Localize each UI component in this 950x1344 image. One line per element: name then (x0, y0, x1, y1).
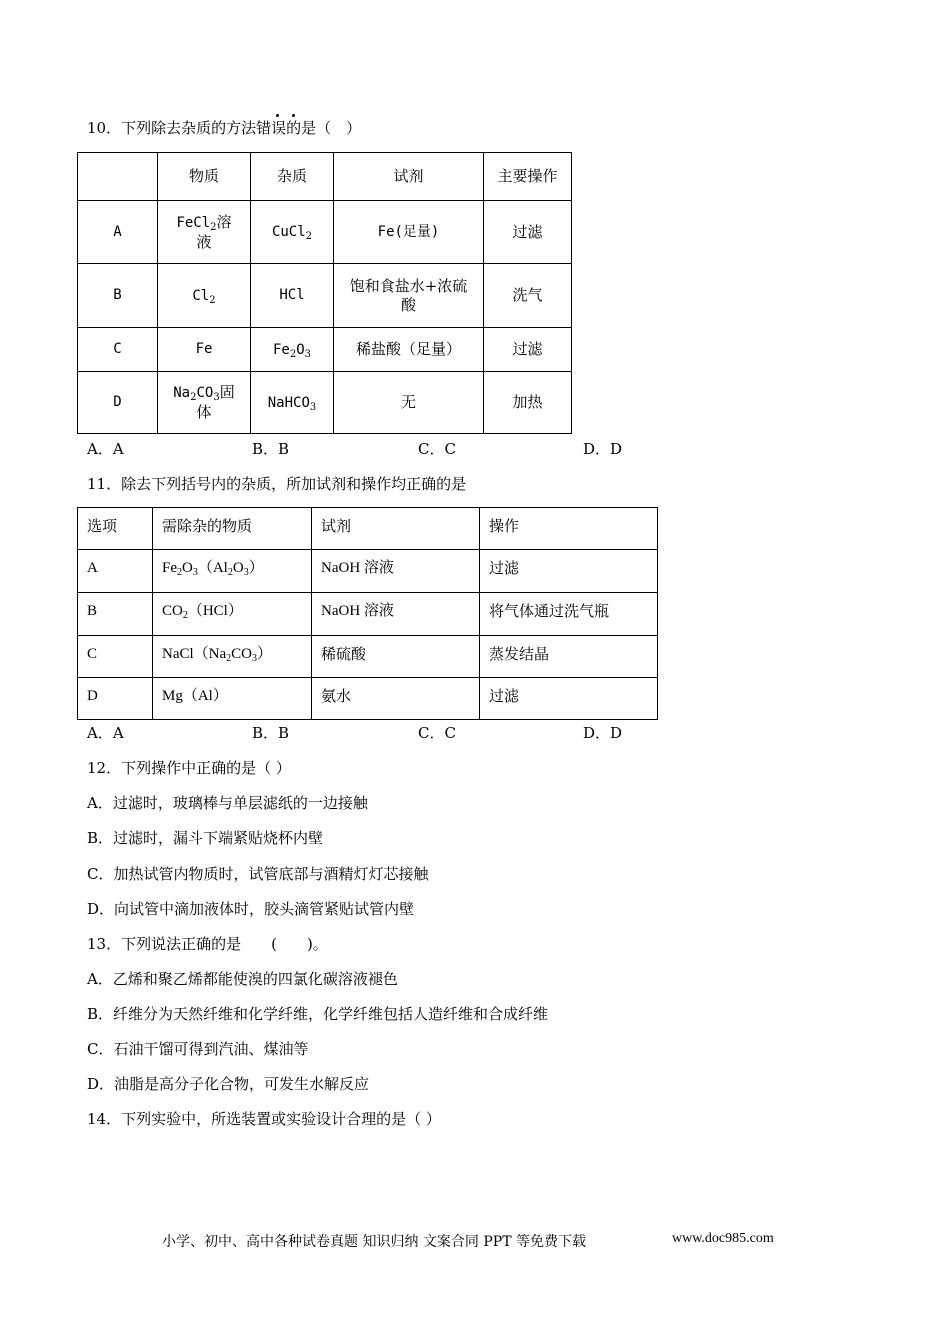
reagent-line: 酸 (400, 295, 416, 314)
operation-cell: 过滤 (484, 201, 572, 264)
reagent-cell: 氨水 (312, 678, 480, 720)
formula-part: O (232, 560, 244, 576)
q10-stem (87, 118, 361, 138)
subscript: 2 (226, 653, 232, 664)
formula-part: FeCl (176, 214, 211, 231)
emphasis-dot (276, 114, 279, 117)
subscript: 2 (210, 221, 217, 233)
table-row (78, 264, 572, 328)
option-b[interactable]: B．B (252, 724, 290, 742)
q12-option-d[interactable]: D．向试管中滴加液体时，胶头滴管紧贴试管内壁 (87, 900, 415, 918)
operation-cell: 过滤 (480, 678, 658, 720)
subscript: 2 (227, 567, 233, 578)
emphasis-dot (292, 114, 295, 117)
header-cell: 主要操作 (484, 153, 572, 201)
formula-part: 体 (196, 403, 212, 421)
reagent-cell: 无 (334, 372, 484, 434)
subscript: 2 (305, 231, 313, 242)
option-d[interactable]: D．D (583, 724, 623, 742)
header-cell: 试剂 (312, 508, 480, 550)
header-cell (78, 153, 158, 201)
formula-part: 固 (219, 383, 235, 401)
substance-cell (158, 264, 251, 328)
table-row (78, 678, 658, 720)
formula-part: （HCl） (187, 603, 243, 619)
reagent-cell: Fe(足量) (334, 201, 484, 264)
option-a[interactable]: A．A (87, 440, 124, 458)
q10-table (77, 152, 572, 434)
formula-part: O (296, 341, 305, 358)
q11-table (77, 507, 658, 720)
q13-option-d[interactable]: D．油脂是高分子化合物，可发生水解反应 (87, 1075, 370, 1093)
subscript: 3 (192, 567, 198, 578)
option-c[interactable]: C．C (418, 440, 456, 458)
table-row (78, 550, 658, 593)
subscript: 2 (177, 567, 182, 578)
formula-part: 液 (196, 232, 212, 251)
q10-stem-text: 10．下列除去杂质的方法 (87, 119, 257, 137)
subscript: 3 (309, 401, 317, 413)
header-cell: 物质 (158, 153, 251, 201)
substance-cell (153, 593, 312, 636)
formula-part: NaCl（Na (162, 646, 227, 662)
operation-cell: 过滤 (484, 328, 572, 372)
substance-cell (153, 550, 312, 593)
option-a[interactable]: A．A (87, 724, 124, 742)
operation-cell: 加热 (484, 372, 572, 434)
formula-part: Cl (192, 287, 210, 304)
footer-link[interactable]: www.doc985.com (672, 1231, 774, 1246)
formula-part: CO (231, 646, 252, 662)
operation-cell: 洗气 (484, 264, 572, 328)
q14-stem: 14．下列实验中，所选装置或实验设计合理的是（ ） (87, 1110, 441, 1128)
q12-option-b[interactable]: B．过滤时，漏斗下端紧贴烧杯内壁 (87, 829, 324, 847)
substance-cell (153, 636, 312, 678)
header-cell: 试剂 (334, 153, 484, 201)
table-header-row (78, 508, 658, 550)
q12-option-a[interactable]: A．过滤时，玻璃棒与单层滤纸的一边接触 (87, 794, 368, 812)
row-label: A (78, 201, 158, 264)
formula-part: NaHCO (267, 394, 310, 411)
reagent-cell: NaOH 溶液 (312, 550, 480, 593)
impurity-cell: HCl (251, 264, 334, 328)
table-row (78, 201, 572, 264)
formula-part: （Al (197, 560, 228, 576)
row-label: C (78, 328, 158, 372)
footer-text: 小学、初中、高中各种试卷真题 知识归纳 文案合同 PPT 等免费下载 (162, 1234, 586, 1250)
row-label: B (78, 593, 153, 636)
q10-stem-tail: 的是（ ） (286, 119, 362, 137)
reagent-line: 饱和食盐水+浓硫 (349, 276, 468, 295)
row-label: B (78, 264, 158, 328)
table-row (78, 593, 658, 636)
operation-cell: 将气体通过洗气瓶 (480, 593, 658, 636)
subscript: 3 (213, 392, 220, 403)
header-cell: 杂质 (251, 153, 334, 201)
table-row (78, 328, 572, 372)
reagent-cell: 稀硫酸 (312, 636, 480, 678)
header-cell: 需除杂的物质 (153, 508, 312, 550)
formula-part: CuCl (271, 224, 306, 240)
header-cell: 操作 (480, 508, 658, 550)
row-label: C (78, 636, 153, 678)
row-label: A (78, 550, 153, 593)
q10-stem-emphasis: 错误 (256, 119, 287, 137)
formula-part: ） (248, 560, 264, 576)
row-label: D (78, 678, 153, 720)
impurity-cell (251, 372, 334, 434)
formula-part: Fe (272, 341, 290, 358)
impurity-cell (251, 201, 334, 264)
subscript: 3 (304, 348, 312, 360)
subscript: 2 (289, 348, 297, 360)
operation-cell: 过滤 (480, 550, 658, 593)
operation-cell: 蒸发结晶 (480, 636, 658, 678)
formula-part: O (182, 560, 193, 576)
option-b[interactable]: B．B (252, 440, 290, 458)
impurity-cell (251, 328, 334, 372)
formula-part: CO (162, 603, 183, 619)
q12-stem: 12．下列操作中正确的是（ ） (87, 759, 291, 777)
subscript: 2 (182, 610, 188, 621)
formula-part: Fe (162, 560, 177, 576)
option-c[interactable]: C．C (418, 724, 456, 742)
q11-stem: 11．除去下列括号内的杂质，所加试剂和操作均正确的是 (87, 475, 467, 493)
table-row (78, 372, 572, 434)
reagent-cell: NaOH 溶液 (312, 593, 480, 636)
subscript: 3 (252, 653, 257, 664)
option-d[interactable]: D．D (583, 440, 623, 458)
q13-stem: 13．下列说法正确的是 ( )。 (87, 935, 328, 953)
subscript: 2 (190, 392, 197, 403)
reagent-cell (334, 264, 484, 328)
substance-cell (158, 201, 251, 264)
substance-cell: Fe (158, 328, 251, 372)
q13-option-a[interactable]: A．乙烯和聚乙烯都能使溴的四氯化碳溶液褪色 (87, 970, 398, 988)
table-row (78, 636, 658, 678)
header-cell: 选项 (78, 508, 153, 550)
formula-part: 溶 (216, 212, 232, 231)
q13-option-b[interactable]: B．纤维分为天然纤维和化学纤维，化学纤维包括人造纤维和合成纤维 (87, 1005, 549, 1023)
formula-part: ） (257, 646, 273, 662)
row-label: D (78, 372, 158, 434)
subscript: 2 (209, 294, 216, 306)
formula-part: Na (173, 385, 191, 401)
reagent-cell: 稀盐酸（足量） (334, 328, 484, 372)
q13-option-c[interactable]: C．石油干馏可得到汽油、煤油等 (87, 1040, 309, 1058)
table-header-row (78, 153, 572, 201)
formula-part: CO (196, 385, 214, 401)
subscript: 3 (243, 567, 249, 578)
substance-cell (158, 372, 251, 434)
q12-option-c[interactable]: C．加热试管内物质时，试管底部与酒精灯灯芯接触 (87, 865, 429, 883)
substance-cell: Mg（Al） (153, 678, 312, 720)
